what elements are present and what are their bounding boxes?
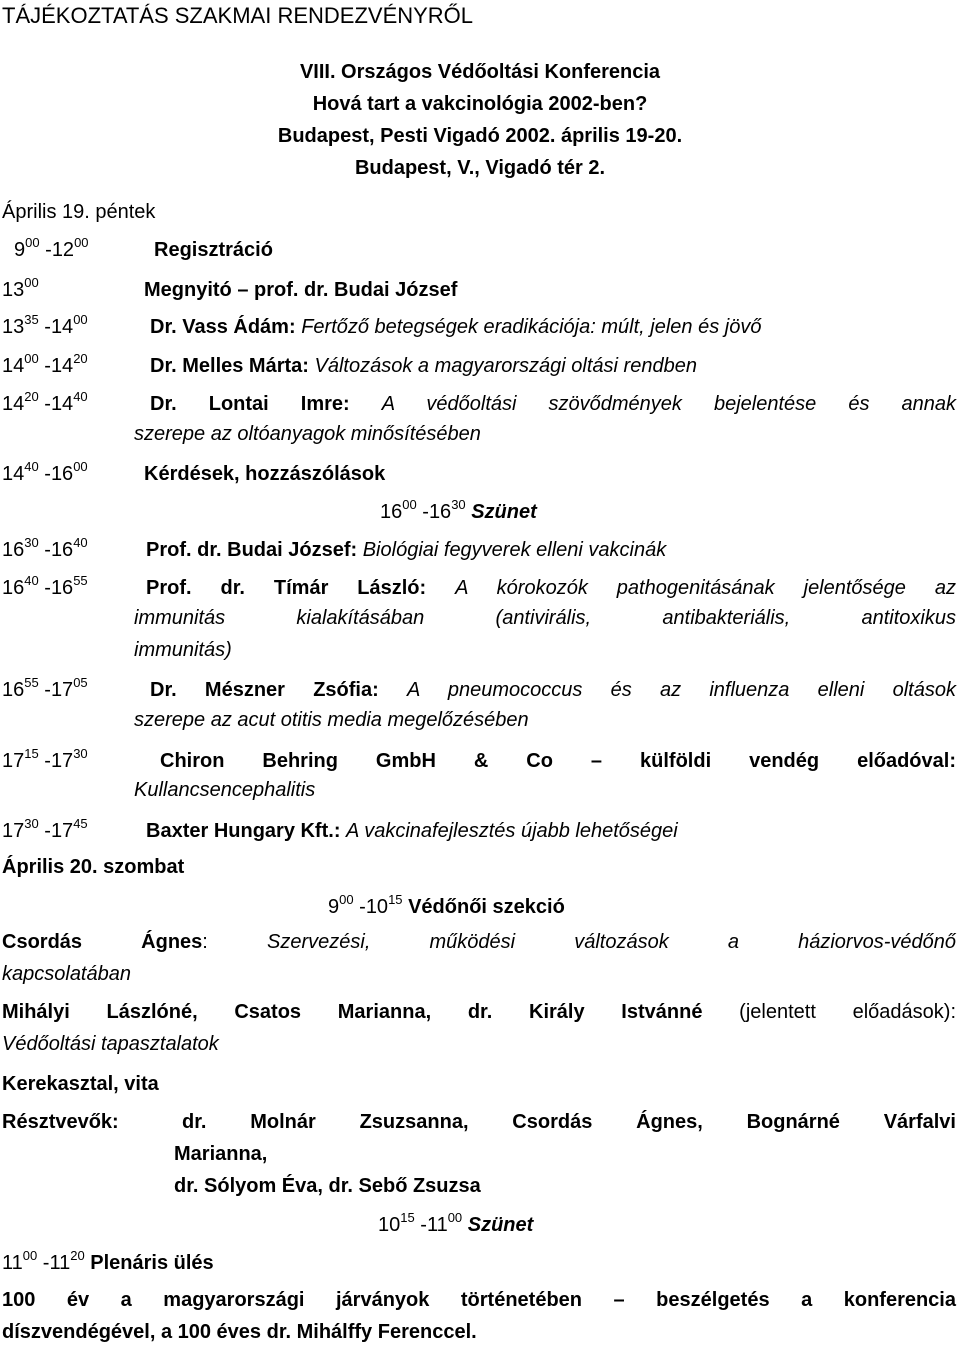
day2-heading: Április 20. szombat xyxy=(2,856,185,878)
talk-title-cont: szerepe az oltóanyagok minősítésében xyxy=(134,423,481,445)
speaker: Prof. dr. Budai József: xyxy=(146,539,358,561)
time-range: $13^{00}$ xyxy=(2,275,39,301)
talk-title: Fertőző betegségek eradikációja: múlt, jelen és jövő xyxy=(301,316,762,338)
talk-title: Változások a magyarországi oltási rendben xyxy=(314,355,697,377)
conference-venue-date: Budapest, Pesti Vigadó 2002. április 19-20. xyxy=(277,125,683,147)
separator: : xyxy=(202,931,208,953)
time-range: $14^{20}$ $-14^{40}$ xyxy=(2,389,88,415)
closing-text-cont: díszvendégével, a 100 éves dr. Mihálffy Ferenccel. xyxy=(2,1321,477,1343)
talk-title: Kullancsencephalitis xyxy=(134,779,316,801)
time-range: $16^{40}$ $-16^{55}$ xyxy=(2,573,88,599)
talk-title: Védőoltási tapasztalatok xyxy=(2,1033,219,1055)
talk-title-cont: immunitás) xyxy=(134,639,232,661)
speaker: Dr. Melles Márta: xyxy=(150,355,309,377)
participants-line: dr. Sólyom Éva, dr. Sebő Zsuzsa xyxy=(174,1175,481,1197)
participants-line: dr. Molnár Zsuzsanna, Csordás Ágnes, Bognárné Várfalvi xyxy=(182,1111,956,1133)
talk-title-cont: immunitás kialakításában (antivirális, antibakteriális, antitoxikus xyxy=(134,607,956,629)
plenary-label: Plenáris ülés xyxy=(90,1252,214,1274)
talk-title: A pneumococcus és az influenza elleni oltások xyxy=(407,679,956,701)
break-label: Szünet xyxy=(467,1214,534,1236)
day1-heading: Április 19. péntek xyxy=(2,201,156,223)
time-range: $14^{40}$ $-16^{00}$ xyxy=(2,459,88,485)
participants-line: Marianna, xyxy=(174,1143,268,1165)
talk-note: (jelentett előadások): xyxy=(739,1001,956,1023)
time-range: $9^{00}$ $-12^{00}$ xyxy=(14,235,89,261)
talk-title-cont: kapcsolatában xyxy=(2,963,131,985)
speaker: Dr. Mészner Zsófia: xyxy=(150,679,379,701)
talk-title: Biológiai fegyverek elleni vakcinák xyxy=(362,539,667,561)
speaker: Mihályi Lászlóné, Csatos Marianna, dr. Király Istvánné xyxy=(2,1001,703,1023)
time-range: $17^{15}$ $-17^{30}$ xyxy=(2,746,88,772)
conference-name: VIII. Országos Védőoltási Konferencia xyxy=(299,61,661,83)
participants-label: Résztvevők: xyxy=(2,1111,119,1133)
speaker: Regisztráció xyxy=(154,239,273,261)
break-label: Szünet xyxy=(471,501,537,523)
talk-title-cont: szerepe az acut otitis media megelőzésében xyxy=(134,709,529,731)
speaker: Baxter Hungary Kft.: xyxy=(146,820,341,842)
speaker: Kérdések, hozzászólások xyxy=(144,463,386,485)
speaker: Dr. Vass Ádám: xyxy=(150,316,296,338)
time-range: $17^{30}$ $-17^{45}$ xyxy=(2,816,88,842)
speaker: Megnyitó – prof. dr. Budai József xyxy=(144,279,458,301)
conference-address: Budapest, V., Vigadó tér 2. xyxy=(354,157,606,179)
speaker: Csordás Ágnes xyxy=(2,931,203,953)
time-range: $13^{35}$ $-14^{00}$ xyxy=(2,312,88,338)
talk-title: A kórokozók pathogenitásának jelentősége az xyxy=(455,577,956,599)
time-range: $16^{30}$ $-16^{40}$ xyxy=(2,535,88,561)
talk-title: A vakcinafejlesztés újabb lehetőségei xyxy=(346,820,678,842)
speaker: Prof. dr. Tímár László: xyxy=(146,577,427,599)
talk-title: Szervezési, működési változások a háziorvos-védőnő xyxy=(267,931,956,953)
session-label: Védőnői szekció xyxy=(408,896,565,918)
time-range: $14^{00}$ $-14^{20}$ xyxy=(2,351,88,377)
speaker: Dr. Lontai Imre: xyxy=(150,393,350,415)
roundtable: Kerekasztal, vita xyxy=(2,1073,159,1095)
page-title: TÁJÉKOZTATÁS SZAKMAI RENDEZVÉNYRŐL xyxy=(2,3,474,28)
speaker: Chiron Behring GmbH & Co – külföldi vendég előadóval: xyxy=(160,750,956,772)
closing-text: 100 év a magyarországi járványok történetében – beszélgetés a konferencia xyxy=(2,1289,956,1311)
time-range: $16^{55}$ $-17^{05}$ xyxy=(2,675,88,701)
conference-subtitle: Hová tart a vakcinológia 2002-ben? xyxy=(312,93,648,115)
talk-title: A védőoltási szövődmények bejelentése és annak xyxy=(381,393,956,415)
